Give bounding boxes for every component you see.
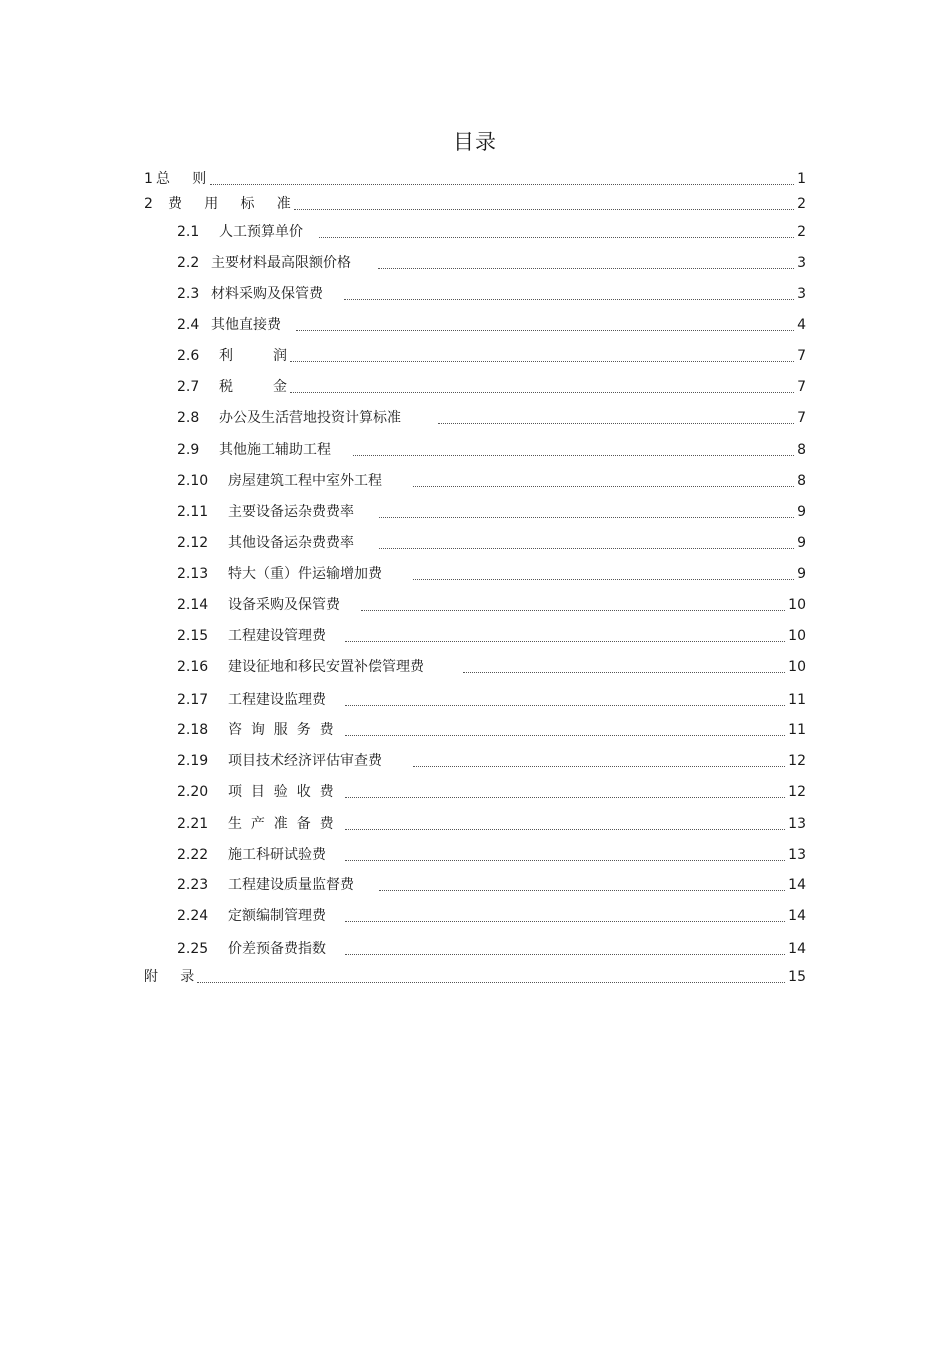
toc-entry-title: 定额编制管理费 xyxy=(228,908,326,924)
toc-leader-dots xyxy=(413,766,785,767)
toc-entry-title: 办公及生活营地投资计算标准 xyxy=(219,410,401,426)
toc-entry-number: 2.13 xyxy=(177,566,209,582)
toc-entry-number: 2.21 xyxy=(177,816,209,832)
toc-leader-dots xyxy=(345,860,785,861)
toc-entry-page-number: 9 xyxy=(797,504,806,520)
toc-entry-title: 利 润 xyxy=(219,348,288,364)
toc-entry-title: 其他施工辅助工程 xyxy=(219,442,331,458)
toc-leader-dots xyxy=(361,610,785,611)
toc-entry-number: 2.24 xyxy=(177,908,209,924)
toc-entry-number: 2.7 xyxy=(177,379,200,395)
toc-entry-number: 2.22 xyxy=(177,847,209,863)
toc-entry-number: 2.8 xyxy=(177,410,200,426)
toc-leader-dots xyxy=(210,184,794,185)
toc-leader-dots xyxy=(290,392,794,393)
toc-entry-title: 税 金 xyxy=(219,379,288,395)
toc-leader-dots xyxy=(379,548,794,549)
toc-leader-dots xyxy=(345,921,785,922)
toc-entry[interactable] xyxy=(177,690,806,710)
toc-entry-title: 咨 询 服 务 费 xyxy=(228,722,334,738)
page-title: 目录 xyxy=(453,130,497,154)
toc-entry-title: 施工科研试验费 xyxy=(228,847,326,863)
toc-entry[interactable] xyxy=(177,845,806,865)
toc-entry-title: 建设征地和移民安置补偿管理费 xyxy=(228,659,424,675)
toc-entry-page-number: 2 xyxy=(797,224,806,240)
toc-entry-title: 房屋建筑工程中室外工程 xyxy=(228,473,382,489)
toc-leader-dots xyxy=(438,423,794,424)
toc-entry-number: 2.3 xyxy=(177,286,200,302)
toc-leader-dots xyxy=(345,641,785,642)
toc-entry[interactable] xyxy=(177,782,806,802)
toc-entry-page-number: 3 xyxy=(797,255,806,271)
toc-entry-number: 2.4 xyxy=(177,317,200,333)
toc-leader-dots xyxy=(197,982,785,983)
toc-entry-page-number: 12 xyxy=(788,784,806,800)
toc-entry-page-number: 14 xyxy=(788,877,806,893)
toc-entry-title: 设备采购及保管费 xyxy=(228,597,340,613)
toc-leader-dots xyxy=(296,330,794,331)
toc-leader-dots xyxy=(344,299,794,300)
toc-entry-title: 特大（重）件运输增加费 xyxy=(228,566,382,582)
toc-entry-page-number: 10 xyxy=(788,659,806,675)
toc-leader-dots xyxy=(413,486,794,487)
toc-leader-dots xyxy=(319,237,794,238)
toc-entry-title: 项 目 验 收 费 xyxy=(228,784,334,800)
toc-entry-number: 2.1 xyxy=(177,224,200,240)
toc-entry-page-number: 11 xyxy=(788,692,806,708)
toc-leader-dots xyxy=(379,890,785,891)
toc-entry-title: 材料采购及保管费 xyxy=(211,286,323,302)
toc-entry[interactable] xyxy=(177,626,806,646)
toc-entry-page-number: 10 xyxy=(788,628,806,644)
toc-entry-title: 人工预算单价 xyxy=(219,224,303,240)
toc-leader-dots xyxy=(345,705,785,706)
toc-entry-page-number: 14 xyxy=(788,941,806,957)
toc-entry-title: 总 则 xyxy=(156,171,207,187)
toc-entry[interactable] xyxy=(177,502,806,522)
toc-entry[interactable] xyxy=(177,751,806,771)
toc-entry-title: 费 用 标 准 xyxy=(168,196,291,212)
toc-entry-page-number: 14 xyxy=(788,908,806,924)
toc-entry-title: 工程建设监理费 xyxy=(228,692,326,708)
toc-entry-number: 2.10 xyxy=(177,473,209,489)
toc-entry-title: 主要设备运杂费费率 xyxy=(228,504,354,520)
toc-entry[interactable] xyxy=(144,169,806,189)
toc-entry-number: 2.16 xyxy=(177,659,209,675)
toc-entry-page-number: 13 xyxy=(788,847,806,863)
toc-entry-number: 2.2 xyxy=(177,255,200,271)
toc-entry-number: 2.6 xyxy=(177,348,200,364)
toc-entry-title: 工程建设管理费 xyxy=(228,628,326,644)
toc-entry-page-number: 8 xyxy=(797,473,806,489)
toc-entry[interactable] xyxy=(177,377,806,397)
toc-entry-page-number: 4 xyxy=(797,317,806,333)
toc-entry[interactable] xyxy=(177,939,806,959)
toc-entry-title: 生 产 准 备 费 xyxy=(228,816,334,832)
toc-entry-title: 其他设备运杂费费率 xyxy=(228,535,354,551)
toc-leader-dots xyxy=(413,579,794,580)
toc-entry[interactable] xyxy=(177,346,806,366)
toc-entry[interactable] xyxy=(144,967,806,987)
toc-entry[interactable] xyxy=(177,720,806,740)
toc-leader-dots xyxy=(290,361,794,362)
toc-entry-page-number: 13 xyxy=(788,816,806,832)
toc-entry[interactable] xyxy=(177,906,806,926)
toc-entry-number: 2 xyxy=(144,196,153,212)
toc-entry-number: 2.20 xyxy=(177,784,209,800)
toc-entry-number: 2.11 xyxy=(177,504,209,520)
toc-entry-number: 2.12 xyxy=(177,535,209,551)
toc-entry-title: 价差预备费指数 xyxy=(228,941,326,957)
toc-entry-page-number: 11 xyxy=(788,722,806,738)
toc-entry[interactable] xyxy=(177,253,806,273)
toc-leader-dots xyxy=(345,954,785,955)
toc-entry[interactable] xyxy=(144,194,806,214)
toc-entry-page-number: 10 xyxy=(788,597,806,613)
toc-entry[interactable] xyxy=(177,595,806,615)
toc-entry[interactable] xyxy=(177,408,806,428)
toc-entry-title: 其他直接费 xyxy=(211,317,281,333)
toc-entry-number: 2.17 xyxy=(177,692,209,708)
toc-entry[interactable] xyxy=(177,533,806,553)
toc-leader-dots xyxy=(345,735,785,736)
toc-entry[interactable] xyxy=(177,564,806,584)
toc-entry-page-number: 7 xyxy=(797,348,806,364)
toc-entry-page-number: 12 xyxy=(788,753,806,769)
toc-entry-page-number: 7 xyxy=(797,410,806,426)
toc-entry-number: 2.15 xyxy=(177,628,209,644)
toc-entry-title: 附 录 xyxy=(144,969,195,985)
toc-entry-page-number: 7 xyxy=(797,379,806,395)
toc-leader-dots xyxy=(345,829,785,830)
toc-entry-title: 主要材料最高限额价格 xyxy=(211,255,351,271)
toc-entry[interactable] xyxy=(177,814,806,834)
toc-leader-dots xyxy=(463,672,785,673)
toc-leader-dots xyxy=(353,455,794,456)
toc-entry-number: 2.14 xyxy=(177,597,209,613)
toc-entry-page-number: 2 xyxy=(797,196,806,212)
toc-entry-title: 工程建设质量监督费 xyxy=(228,877,354,893)
toc-entry[interactable] xyxy=(177,875,806,895)
toc-entry-page-number: 15 xyxy=(788,969,806,985)
toc-entry[interactable] xyxy=(177,284,806,304)
toc-leader-dots xyxy=(379,517,794,518)
toc-entry-number: 2.18 xyxy=(177,722,209,738)
toc-entry[interactable] xyxy=(177,440,806,460)
toc-entry-number: 2.25 xyxy=(177,941,209,957)
toc-entry-number: 1 xyxy=(144,171,153,187)
toc-entry-number: 2.9 xyxy=(177,442,200,458)
toc-entry[interactable] xyxy=(177,315,806,335)
toc-entry-page-number: 9 xyxy=(797,566,806,582)
toc-entry-page-number: 9 xyxy=(797,535,806,551)
toc-leader-dots xyxy=(294,209,794,210)
toc-entry-number: 2.19 xyxy=(177,753,209,769)
toc-entry-number: 2.23 xyxy=(177,877,209,893)
toc-entry[interactable] xyxy=(177,657,806,677)
toc-entry-title: 项目技术经济评估审查费 xyxy=(228,753,382,769)
toc-leader-dots xyxy=(378,268,794,269)
toc-entry-page-number: 3 xyxy=(797,286,806,302)
toc-entry[interactable] xyxy=(177,222,806,242)
toc-entry-page-number: 8 xyxy=(797,442,806,458)
toc-leader-dots xyxy=(345,797,785,798)
toc-entry[interactable] xyxy=(177,471,806,491)
toc-entry-page-number: 1 xyxy=(797,171,806,187)
